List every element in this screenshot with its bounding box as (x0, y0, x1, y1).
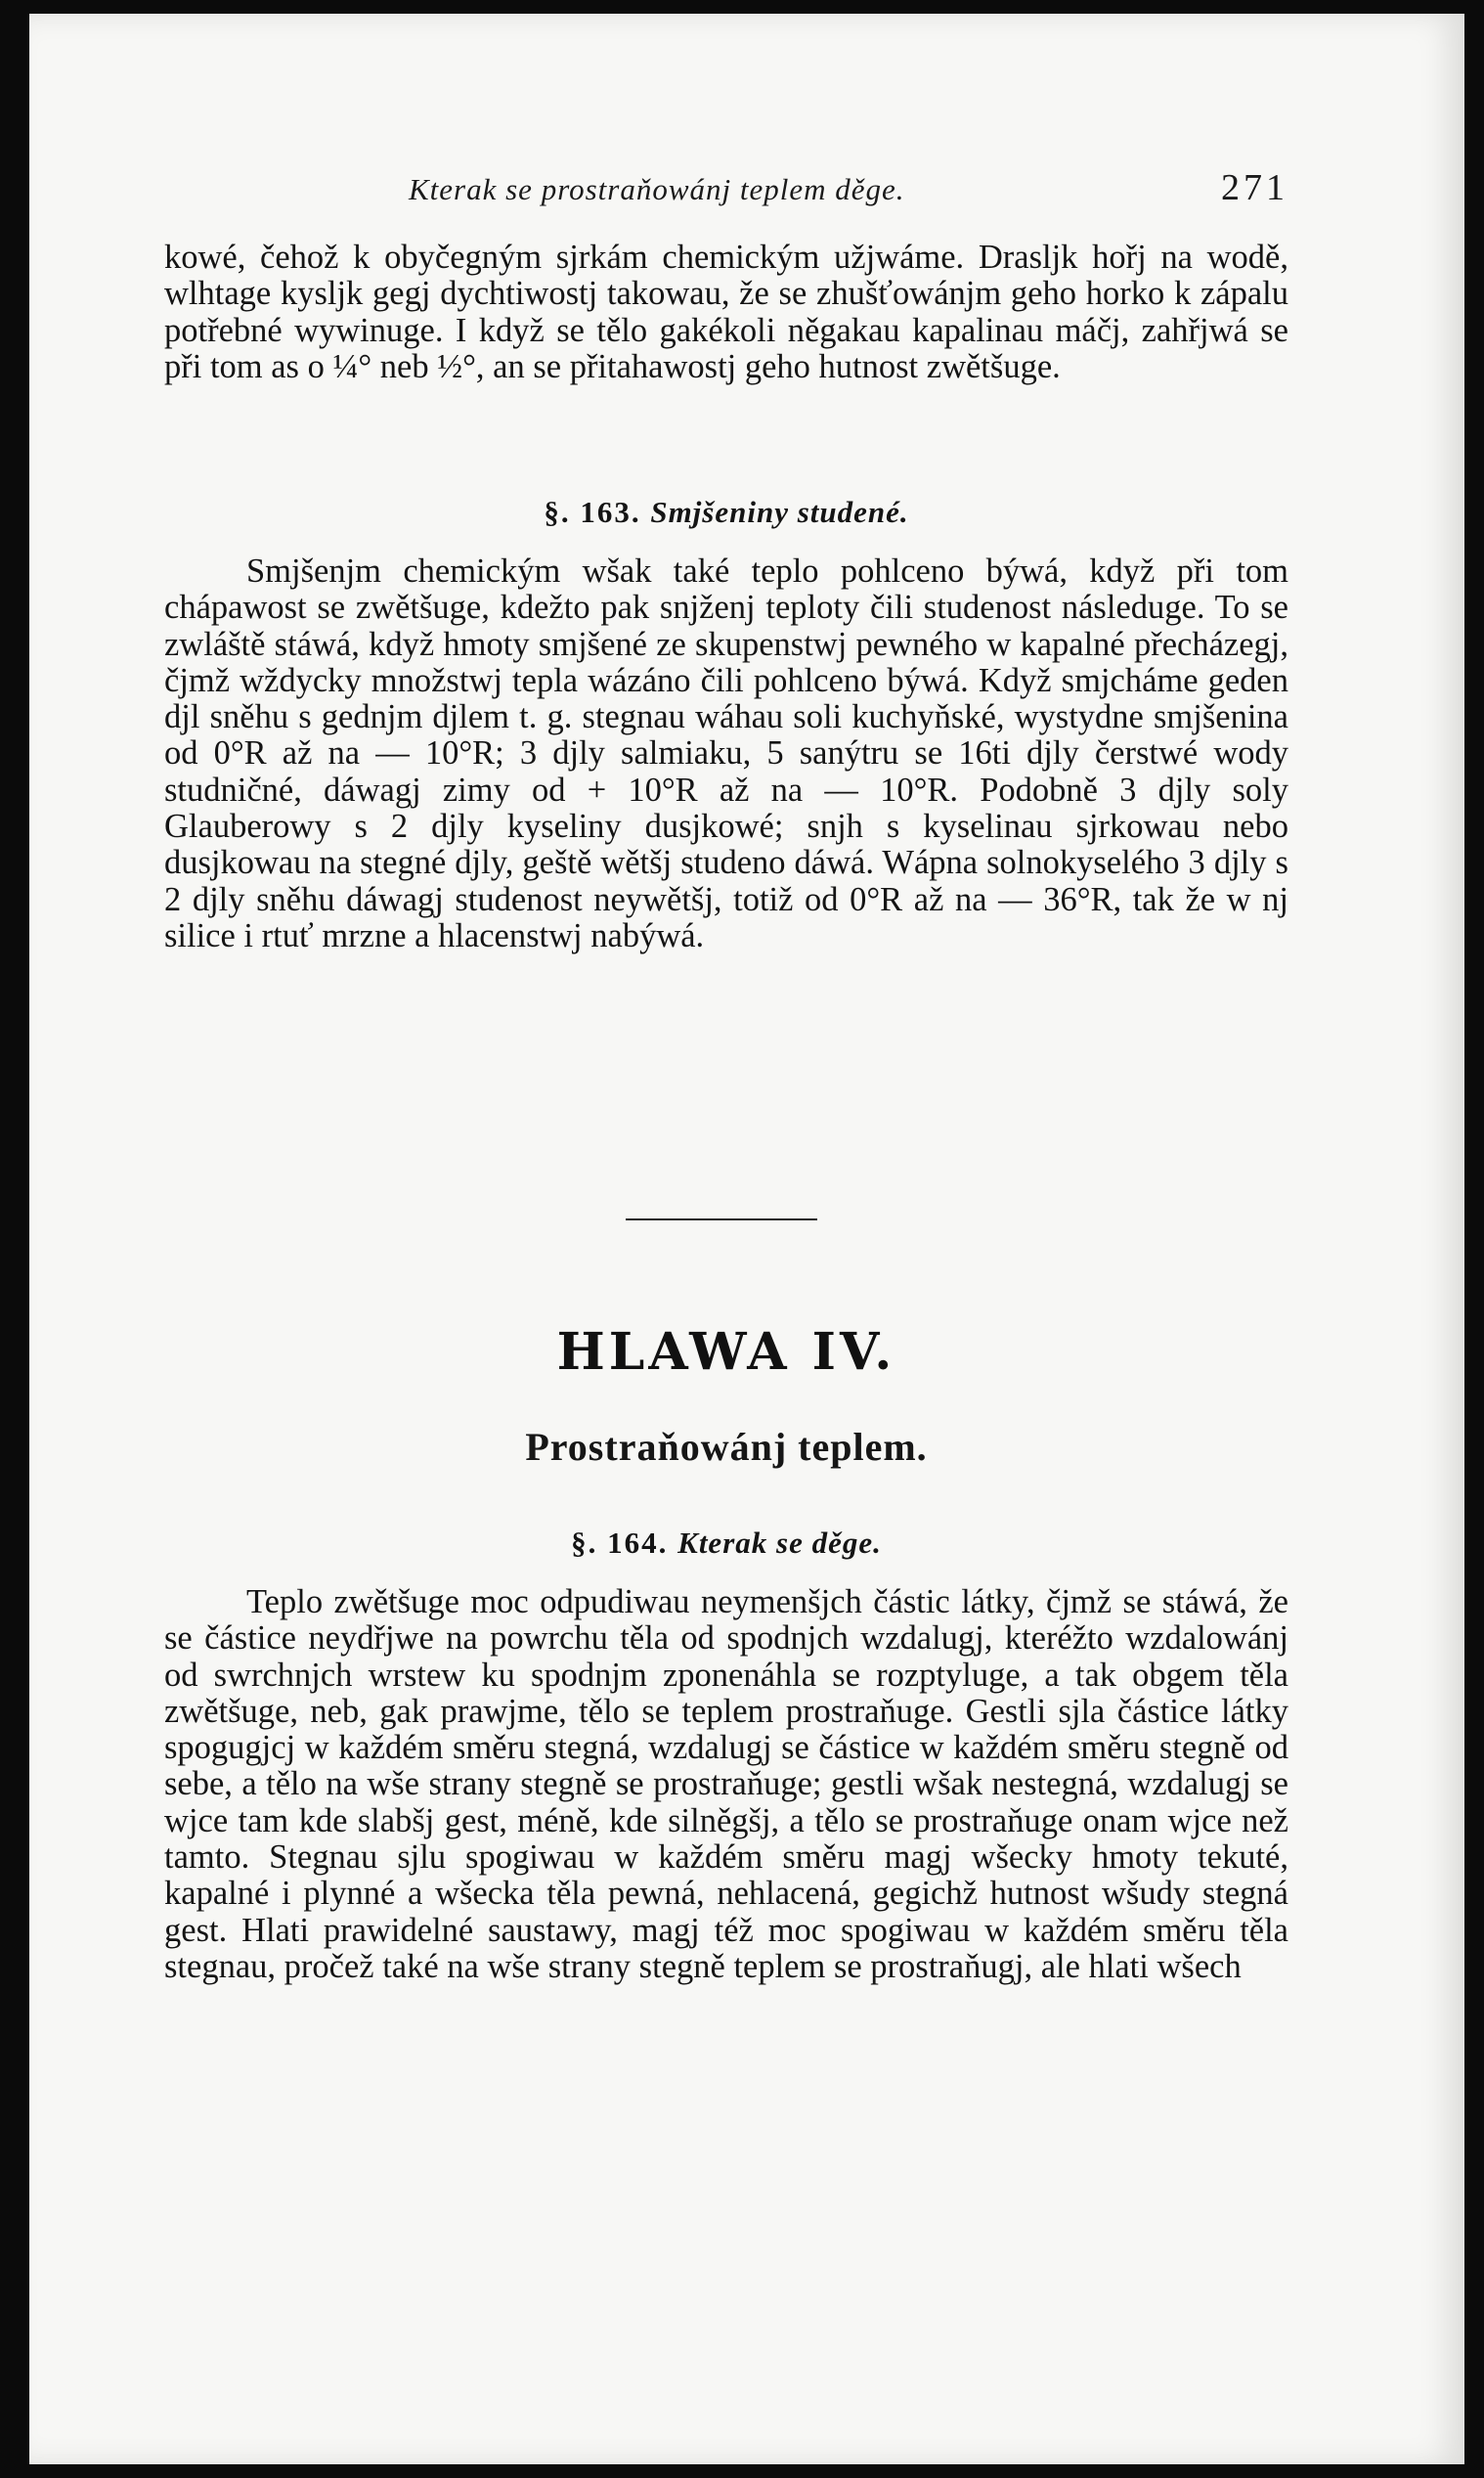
chapter-title: Prostraňowánj teplem. (525, 1425, 928, 1469)
paragraph-164: Teplo zwětšuge moc odpudiwau neymenšjch částic látky, čjmž se stáwá, že se částice neydřjwe na powrchu těla od spodnjch wzdalugj, kteréžto wzdalowánj od swrchnjch wrstew ku spodnjm zponenáhla se rozptyluge, a tak obgem těla zwětšuge, neb, gak prawjme, tělo se teplem prostraňuge. Gestli sjla částice látky spogugjcj w každém směru stegná, wzdalugj se částice w každém směru stegně od sebe, a tělo na wše strany stegně se prostraňuge; gestli wšak nestegná, wzdalugj se wjce tam kde slabšj gest, méně, kde silněgšj, a tělo se prostraňuge onam wjce než tamto. Stegnau sjlu spogiwau w každém směru magj wšecky hmoty tekuté, kapalné i plynné a wšecka těla pewná, nehlacená, gegichž hutnost wšudy stegná gest. Hlati prawidelné saustawy, magj též moc spogiwau w každém směru těla stegnau, pročež také na wše strany stegně teplem se prostraňugj, ale hlati wšech (164, 1583, 1288, 1985)
chapter-heading: HLAWA IV. (556, 1322, 896, 1382)
paragraph-163: Smjšenjm chemickým wšak také teplo pohlceno býwá, když při tom chápawost se zwětšuge, kdežto pak snjženj teploty čili studenost následuge. To se zwláště stáwá, když hmoty smjšené ze skupenstwj pewného w kapalné přecházegj, čjmž wždycky množstwj tepla wázáno čili pohlceno býwá. Když smjcháme geden djl sněhu s gednjm djlem t. g. stegnau wáhau soli kuchyňské, wystydne smjšenina od 0°R až na — 10°R; 3 djly salmiaku, 5 sanýtru se 16ti djly čerstwé wody studničné, dáwagj zimy od + 10°R až na — 10°R. Podobně 3 djly soly Glauberowy s 2 djly kyseliny dusjkowé; snjh s kyselinau sjrkowau nebo dusjkowau na stegné djly, geště wětšj studeno dáwá. Wápna solnokyselého 3 djly s 2 djly sněhu dáwagj studenost neywětšj, totiž od 0°R až na — 36°R, tak že w nj silice i rtuť mrzne a hlacenstwj nabýwá. (164, 553, 1288, 954)
separator-rule (626, 1218, 817, 1220)
section-164-number: §. 164. (571, 1526, 669, 1560)
running-title: Kterak se prostraňowánj teplem děge. (409, 172, 905, 206)
running-header (164, 166, 1288, 211)
section-164-title: Kterak se děge. (677, 1526, 882, 1560)
section-163-title: Smjšeniny studené. (650, 495, 909, 529)
section-163-heading (164, 495, 1288, 530)
section-163-number: §. 163. (544, 495, 641, 529)
page-number: 271 (1221, 167, 1288, 208)
section-164-heading (164, 1526, 1288, 1561)
paragraph-continued: kowé, čehož k obyčegným sjrkám chemickým užjwáme. Drasljk hořj na wodě, wlhtage kysljk gegj dychtiwostj takowau, že se zhušťowánjm geho horko k zápalu potřebné wywinuge. I když se tělo gakékoli něgakau kapalinau máčj, zahřjwá se při tom as o ¼° neb ½°, an se přitahawostj geho hutnost zwětšuge. (164, 239, 1288, 385)
